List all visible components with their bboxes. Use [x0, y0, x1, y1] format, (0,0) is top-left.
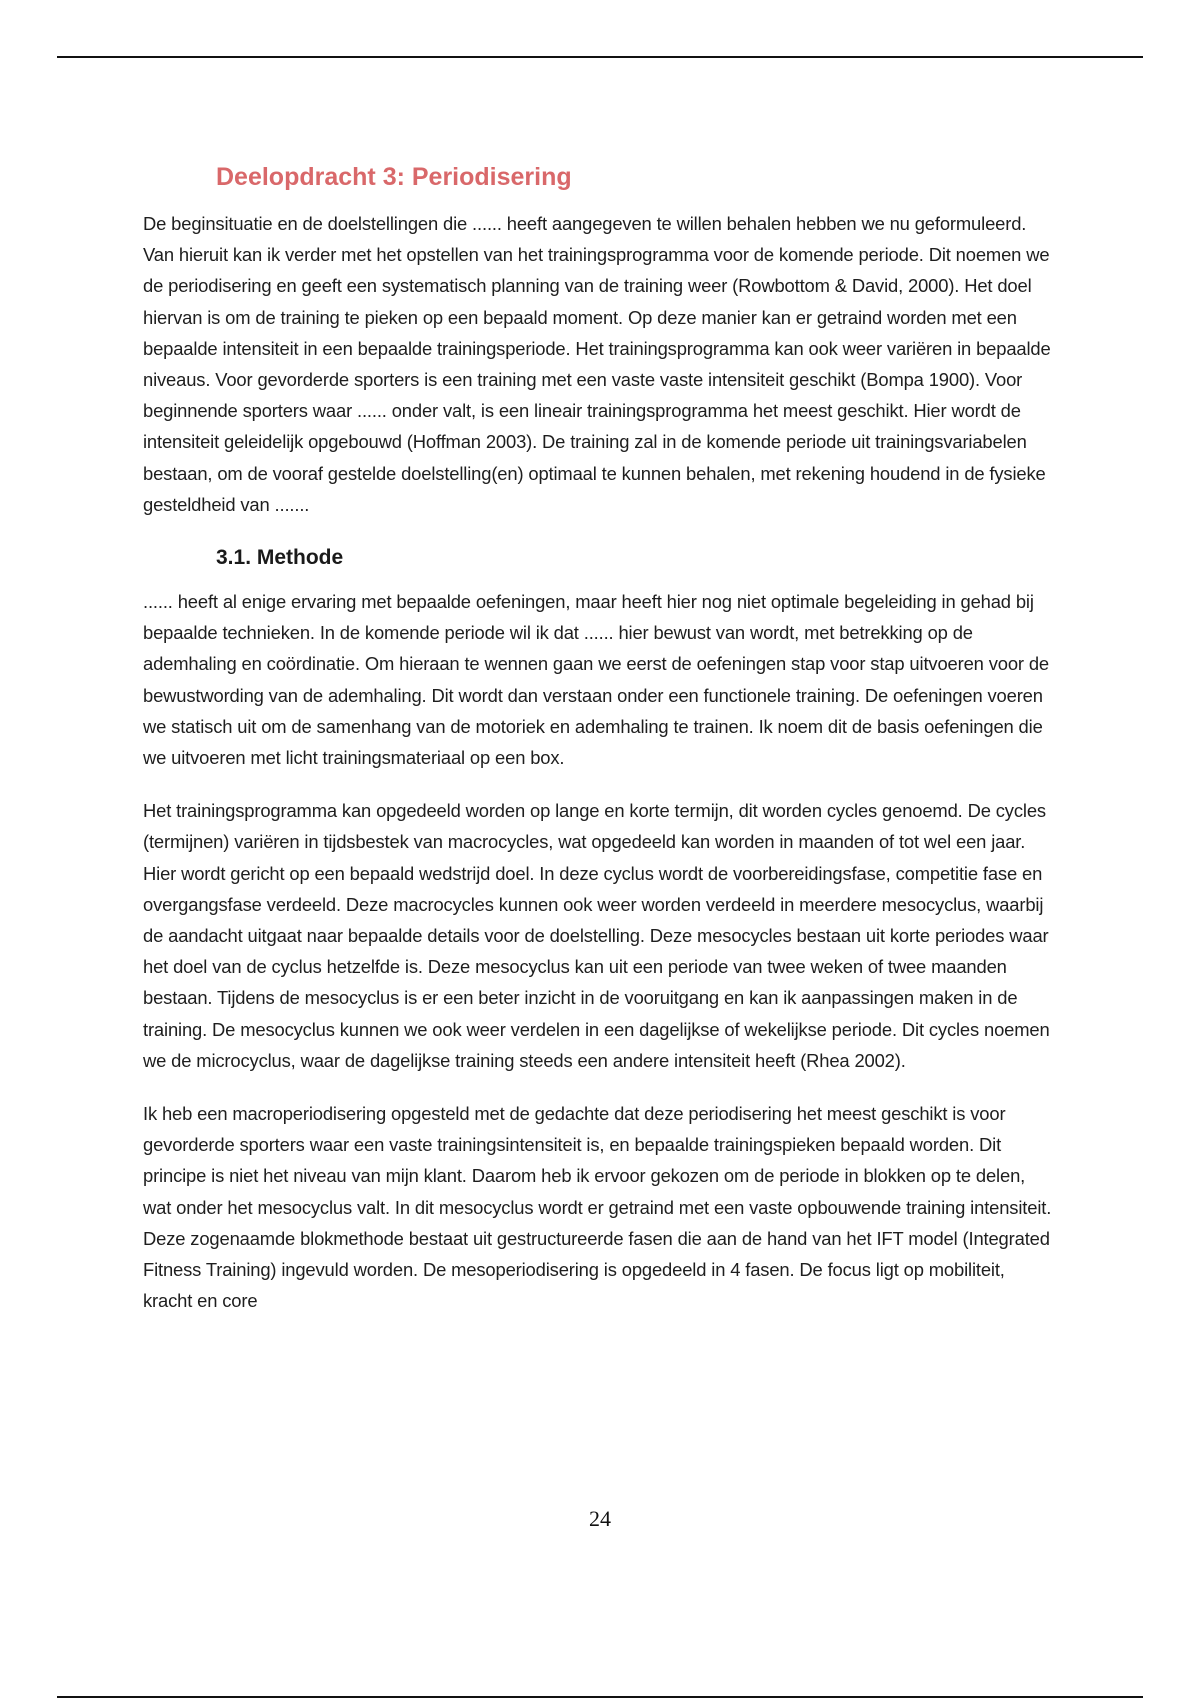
section-heading: Deelopdracht 3: Periodisering	[216, 163, 572, 191]
subsection-heading: 3.1. Methode	[216, 546, 344, 570]
page-number: 24	[589, 1506, 611, 1531]
method-paragraph-2: Het trainingsprogramma kan opgedeeld worden op lange en korte termijn, dit worden cycles genoemd. De cycles (termijnen) variëren in tijdsbestek van macrocycles, wat opgedeeld kan worden in maanden of tot wel een jaar. Hier wordt gericht op een bepaald wedstrijd doel. In deze cyclus wordt de voorbereidingsfase, competitie fase en overgangsfase verdeeld. Deze macrocycles kunnen ook weer worden verdeeld in meerdere mesocyclus, waarbij de aandacht uitgaat naar bepaalde details voor de doelstelling. Deze mesocycles bestaan uit korte periodes waar het doel van de cyclus hetzelfde is. Deze mesocyclus kan uit een periode van twee weken of twee maanden bestaan. Tijdens de mesocyclus is er een beter inzicht in de vooruitgang en kan ik aanpassingen maken in de training. De mesocyclus kunnen we ook weer verdelen in een dagelijkse of wekelijkse periode. Dit cycles noemen we de microcyclus, waar de dagelijkse training steeds een andere intensiteit heeft (Rhea 2002).	[143, 800, 1050, 1071]
intro-paragraph: De beginsituatie en de doelstellingen die ...... heeft aangegeven te willen behalen hebben we nu geformuleerd. Van hieruit kan ik verder met het opstellen van het trainingsprogramma voor de komende periode. Dit noemen we de periodisering en geeft een systematisch planning van de training weer (Rowbottom & David, 2000). Het doel hiervan is om de training te pieken op een bepaald moment. Op deze manier kan er getraind worden met een bepaalde intensiteit in een bepaalde trainingsperiode. Het trainingsprogramma kan ook weer variëren in bepaalde niveaus. Voor gevorderde sporters is een training met een vaste vaste intensiteit geschikt (Bompa 1900). Voor beginnende sporters waar ...... onder valt, is een lineair trainingsprogramma het meest geschikt. Hier wordt de intensiteit geleidelijk opgebouwd (Hoffman 2003). De training zal in de komende periode uit trainingsvariabelen bestaan, om de vooraf gestelde doelstelling(en) optimaal te kunnen behalen, met rekening houdend in de fysieke gesteldheid van .......	[143, 213, 1051, 515]
method-paragraph-3: Ik heb een macroperiodisering opgesteld met de gedachte dat deze periodisering het meest geschikt is voor gevorderde sporters waar een vaste trainingsintensiteit is, en bepaalde trainingspieken bepaald worden. Dit principe is niet het niveau van mijn klant. Daarom heb ik ervoor gekozen om de periode in blokken op te delen, wat onder het mesocyclus valt. In dit mesocyclus wordt er getraind met een vaste opbouwende training intensiteit. Deze zogenaamde blokmethode bestaat uit gestructureerde fasen die aan de hand van het IFT model (Integrated Fitness Training) ingevuld worden. De mesoperiodisering is opgedeeld in 4 fasen. De focus ligt op mobiliteit, kracht en core	[143, 1103, 1052, 1312]
header-rule	[57, 56, 1143, 58]
document-body	[143, 158, 1058, 1339]
method-paragraph-1: ...... heeft al enige ervaring met bepaalde oefeningen, maar heeft hier nog niet optimale begeleiding in gehad bij bepaalde technieken. In de komende periode wil ik dat ...... hier bewust van wordt, met betrekking op de ademhaling en coördinatie. Om hieraan te wennen gaan we eerst de oefeningen stap voor stap uitvoeren voor de bewustwording van de ademhaling. Dit wordt dan verstaan onder een functionele training. De oefeningen voeren we statisch uit om de samenhang van de motoriek en ademhaling te trainen. Ik noem dit de basis oefeningen die we uitvoeren met licht trainingsmateriaal op een box.	[143, 591, 1049, 769]
footer-rule	[57, 1696, 1143, 1698]
